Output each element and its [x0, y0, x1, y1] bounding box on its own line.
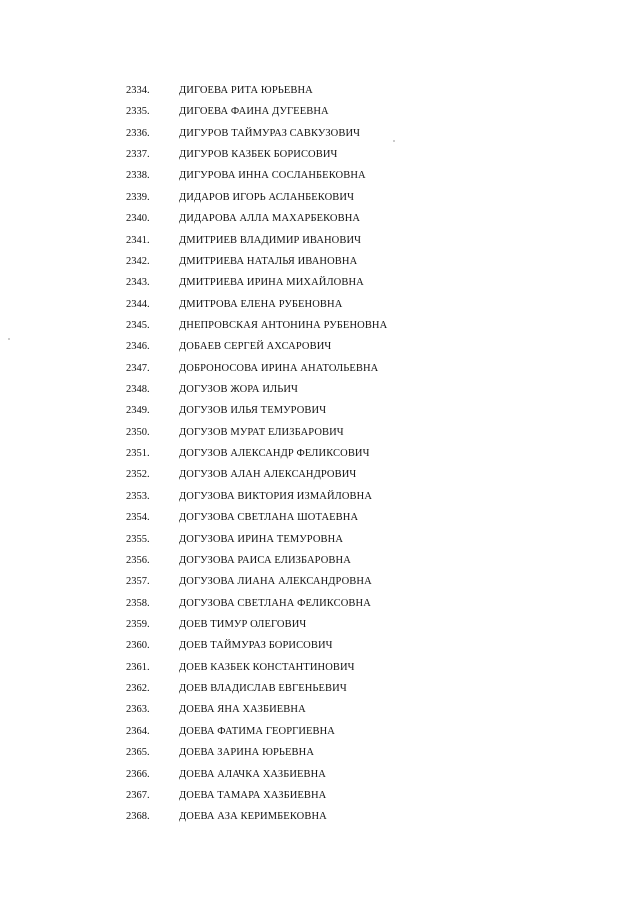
list-item: [0, 230, 640, 251]
list-item: [0, 764, 640, 785]
entry-name: ДОЕВА ЯНА ХАЗБИЕВНА: [179, 704, 306, 716]
entry-name: ДОЕВ КАЗБЕК КОНСТАНТИНОВИЧ: [179, 661, 355, 673]
entry-number: 2368.: [126, 811, 150, 823]
list-item: [0, 507, 640, 528]
entry-name: ДИГУРОВА ИННА СОСЛАНБЕКОВНА: [179, 170, 366, 182]
entry-number: 2351.: [126, 448, 150, 460]
list-item: [0, 742, 640, 763]
entry-name: ДИДАРОВА АЛЛА МАХАРБЕКОВНА: [179, 213, 361, 225]
entry-name: ДИГУРОВ КАЗБЕК БОРИСОВИЧ: [179, 149, 338, 161]
entry-number: 2345.: [126, 319, 150, 331]
list-item: [0, 678, 640, 699]
entry-name: ДМИТРИЕВА НАТАЛЬЯ ИВАНОВНА: [179, 255, 358, 267]
list-item: [0, 486, 640, 507]
entry-number: 2336.: [126, 127, 150, 139]
entry-number: 2365.: [126, 747, 150, 759]
entry-number: 2339.: [126, 191, 150, 203]
name-list: [0, 80, 640, 828]
list-item: [0, 400, 640, 421]
list-item: [0, 443, 640, 464]
entry-number: 2348.: [126, 384, 150, 396]
entry-name: ДОБАЕВ СЕРГЕЙ АХСАРОВИЧ: [179, 341, 332, 353]
entry-number: 2360.: [126, 640, 150, 652]
entry-name: ДОГУЗОВА СВЕТЛАНА ШОТАЕВНА: [179, 512, 359, 524]
entry-number: 2361.: [126, 661, 150, 673]
entry-number: 2347.: [126, 362, 150, 374]
entry-number: 2363.: [126, 704, 150, 716]
entry-name: ДМИТРИЕВА ИРИНА МИХАЙЛОВНА: [179, 277, 364, 289]
entry-name: ДОЕВА АЗА КЕРИМБЕКОВНА: [179, 811, 327, 823]
entry-name: ДНЕПРОВСКАЯ АНТОНИНА РУБЕНОВНА: [179, 319, 388, 331]
entry-number: 2362.: [126, 683, 150, 695]
list-item: [0, 785, 640, 806]
list-item: [0, 550, 640, 571]
list-item: [0, 699, 640, 720]
list-item: [0, 294, 640, 315]
entry-number: 2340.: [126, 213, 150, 225]
entry-number: 2357.: [126, 576, 150, 588]
entry-name: ДОГУЗОВА РАИСА ЕЛИЗБАРОВНА: [179, 554, 351, 566]
entry-name: ДМИТРОВА ЕЛЕНА РУБЕНОВНА: [179, 298, 343, 310]
entry-name: ДОЕВА АЛАЧКА ХАЗБИЕВНА: [179, 768, 326, 780]
entry-number: 2354.: [126, 512, 150, 524]
entry-number: 2353.: [126, 490, 150, 502]
list-item: [0, 144, 640, 165]
list-item: [0, 593, 640, 614]
list-item: [0, 635, 640, 656]
entry-name: ДОГУЗОВ АЛАН АЛЕКСАНДРОВИЧ: [179, 469, 357, 481]
entry-name: ДОГУЗОВ ЖОРА ИЛЬИЧ: [179, 384, 298, 396]
entry-name: ДОГУЗОВА СВЕТЛАНА ФЕЛИКСОВНА: [179, 597, 371, 609]
list-item: [0, 464, 640, 485]
entry-name: ДОГУЗОВА ИРИНА ТЕМУРОВНА: [179, 533, 344, 545]
entry-name: ДОГУЗОВ АЛЕКСАНДР ФЕЛИКСОВИЧ: [179, 448, 370, 460]
entry-name: ДОГУЗОВА ВИКТОРИЯ ИЗМАЙЛОВНА: [179, 490, 373, 502]
list-item: [0, 165, 640, 186]
list-item: [0, 315, 640, 336]
entry-name: ДИГОЕВА ФАИНА ДУГЕЕВНА: [179, 106, 329, 118]
entry-number: 2338.: [126, 170, 150, 182]
list-item: [0, 529, 640, 550]
list-item: [0, 80, 640, 101]
list-item: [0, 422, 640, 443]
entry-name: ДОГУЗОВА ЛИАНА АЛЕКСАНДРОВНА: [179, 576, 372, 588]
entry-number: 2342.: [126, 255, 150, 267]
entry-name: ДОЕВ ТАЙМУРАЗ БОРИСОВИЧ: [179, 640, 333, 652]
list-item: [0, 614, 640, 635]
entry-number: 2356.: [126, 554, 150, 566]
list-item: [0, 657, 640, 678]
entry-number: 2364.: [126, 725, 150, 737]
entry-number: 2341.: [126, 234, 150, 246]
entry-name: ДОБРОНОСОВА ИРИНА АНАТОЛЬЕВНА: [179, 362, 379, 374]
entry-name: ДИДАРОВ ИГОРЬ АСЛАНБЕКОВИЧ: [179, 191, 355, 203]
list-item: [0, 721, 640, 742]
list-item: [0, 101, 640, 122]
list-item: [0, 379, 640, 400]
entry-name: ДОЕВА ТАМАРА ХАЗБИЕВНА: [179, 789, 327, 801]
entry-number: 2367.: [126, 789, 150, 801]
entry-name: ДМИТРИЕВ ВЛАДИМИР ИВАНОВИЧ: [179, 234, 362, 246]
entry-number: 2352.: [126, 469, 150, 481]
list-item: [0, 187, 640, 208]
list-item: [0, 251, 640, 272]
entry-number: 2355.: [126, 533, 150, 545]
list-item: [0, 123, 640, 144]
entry-number: 2334.: [126, 85, 150, 96]
list-item: [0, 571, 640, 592]
entry-number: 2344.: [126, 298, 150, 310]
entry-name: ДОГУЗОВ МУРАТ ЕЛИЗБАРОВИЧ: [179, 426, 344, 438]
entry-number: 2359.: [126, 618, 150, 630]
entry-name: ДОГУЗОВ ИЛЬЯ ТЕМУРОВИЧ: [179, 405, 327, 417]
entry-number: 2335.: [126, 106, 150, 118]
entry-number: 2346.: [126, 341, 150, 353]
list-item: [0, 272, 640, 293]
entry-number: 2349.: [126, 405, 150, 417]
entry-number: 2350.: [126, 426, 150, 438]
entry-number: 2337.: [126, 149, 150, 161]
entry-name: ДОЕВ ВЛАДИСЛАВ ЕВГЕНЬЕВИЧ: [179, 683, 347, 695]
entry-name: ДИГОЕВА РИТА ЮРЬЕВНА: [179, 85, 313, 96]
list-item: [0, 806, 640, 827]
entry-name: ДОЕВА ФАТИМА ГЕОРГИЕВНА: [179, 725, 335, 737]
entry-number: 2343.: [126, 277, 150, 289]
entry-name: ДИГУРОВ ТАЙМУРАЗ САВКУЗОВИЧ: [179, 127, 361, 139]
list-item: [0, 358, 640, 379]
entry-name: ДОЕВ ТИМУР ОЛЕГОВИЧ: [179, 618, 307, 630]
entry-name: ДОЕВА ЗАРИНА ЮРЬЕВНА: [179, 747, 315, 759]
list-item: [0, 336, 640, 357]
entry-number: 2358.: [126, 597, 150, 609]
list-item: [0, 208, 640, 229]
entry-number: 2366.: [126, 768, 150, 780]
